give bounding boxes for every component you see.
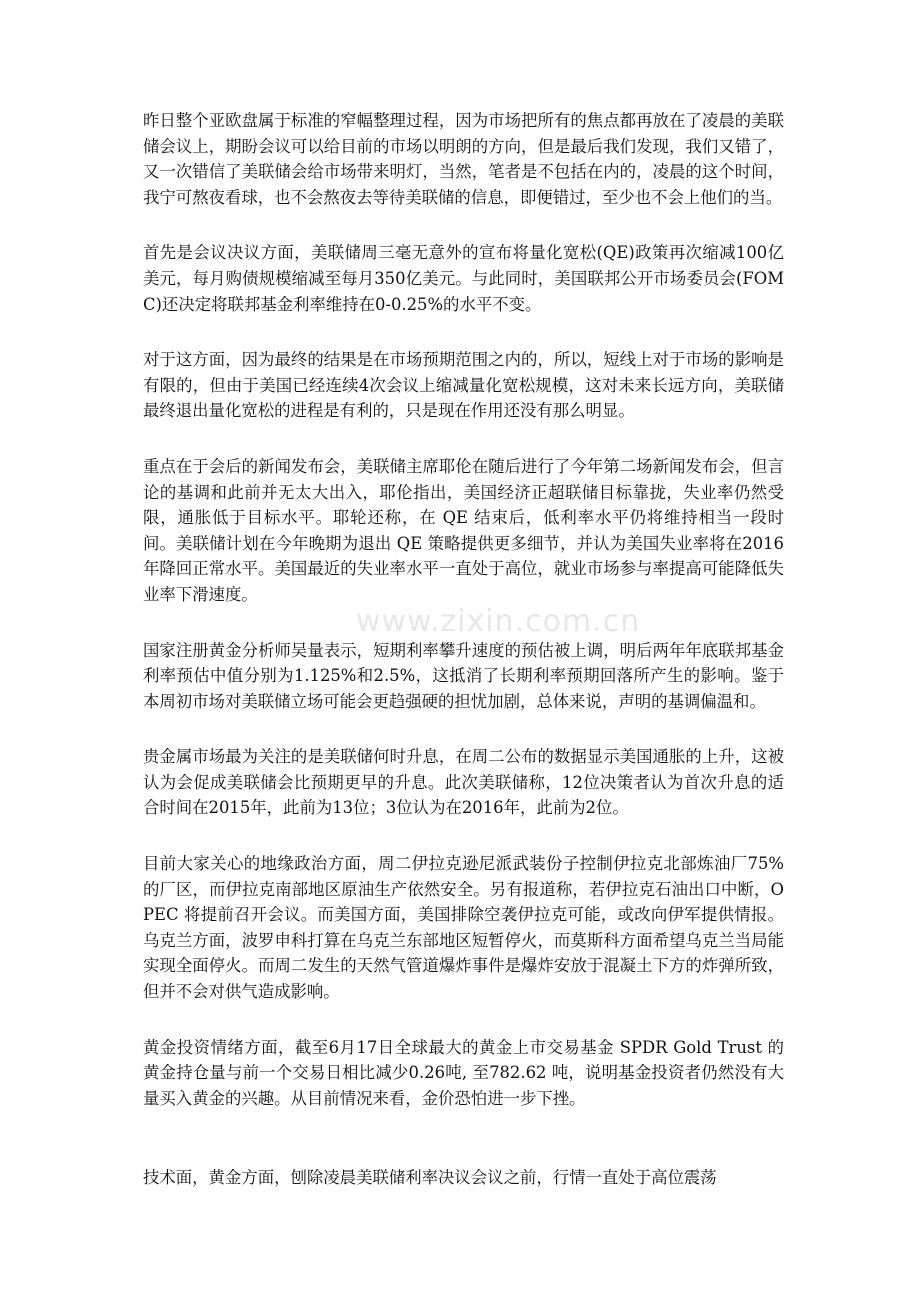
paragraph-5: 国家注册黄金分析师吴量表示，短期利率攀升速度的预估被上调，明后两年年底联邦基金利率预估中值分别为1.125%和2.5%，这抵消了长期利率预期回落所产生的影响。鉴于本周初市场对美联储立场可能会更趋强硬的担忧加剧，总体来说，声明的基调偏温和。 [143, 640, 784, 711]
watermark: www.zixin.com.cn [356, 604, 641, 639]
paragraph-1: 昨日整个亚欧盘属于标准的窄幅整理过程，因为市场把所有的焦点都再放在了凌晨的美联储会议上，期盼会议可以给目前的市场以明朗的方向，但是最后我们发现，我们又错了，又一次错信了美联储会给市场带来明灯，当然，笔者是不包括在内的，凌晨的这个时间，我宁可熬夜看球，也不会熬夜去等待美联储的信息，即便错过，至少也不会上他们的当。 [143, 111, 784, 207]
document-body [143, 108, 784, 1221]
paragraph-9: 技术面，黄金方面，刨除凌晨美联储利率决议会议之前，行情一直处于高位震荡 [143, 1168, 717, 1188]
paragraph-4: 重点在于会后的新闻发布会，美联储主席耶伦在随后进行了今年第二场新闻发布会，但言论的基调和此前并无太大出入，耶伦指出，美国经济正超联储目标靠拢，失业率仍然受限，通胀低于目标水平。耶轮还称，在 QE 结束后，低利率水平仍将维持相当一段时间。美联储计划在今年晚期为退出 QE 策略提供更多细节，并认为美国失业率将在2016年降回正常水平。美国最近的失业率水平一直处于高位，就业市场参与率提高可能降低失业率下滑速度。 [143, 456, 784, 604]
paragraph-3: 对于这方面，因为最终的结果是在市场预期范围之内的，所以，短线上对于市场的影响是有限的，但由于美国已经连续4次会议上缩减量化宽松规模，这对未来长远方向，美联储最终退出量化宽松的进程是有利的，只是现在作用还没有那么明显。 [143, 350, 784, 421]
paragraph-8: 黄金投资情绪方面，截至6月17日全球最大的黄金上市交易基金 SPDR Gold Trust 的黄金持仓量与前一个交易日相比减少0.26吨, 至782.62 吨，说明基金投资者仍然没有大量买入黄金的兴趣。从目前情况来看，金价恐怕进一步下挫。 [143, 1037, 784, 1108]
paragraph-2: 首先是会议决议方面，美联储周三毫无意外的宣布将量化宽松(QE)政策再次缩减100亿美元，每月购债规模缩减至每月350亿美元。与此同时，美国联邦公开市场委员会(FOMC)还决定将联邦基金利率维持在0-0.25%的水平不变。 [143, 243, 784, 314]
paragraph-6: 贵金属市场最为关注的是美联储何时升息，在周二公布的数据显示美国通胀的上升，这被认为会促成美联储会比预期更早的升息。此次美联储称，12位决策者认为首次升息的适合时间在2015年，此前为13位；3位认为在2016年，此前为2位。 [143, 747, 784, 818]
paragraph-7: 目前大家关心的地缘政治方面，周二伊拉克逊尼派武装份子控制伊拉克北部炼油厂75%的厂区，而伊拉克南部地区原油生产依然安全。另有报道称，若伊拉克石油出口中断，OPEC 将提前召开会议。而美国方面，美国排除空袭伊拉克可能，或改向伊军提供情报。乌克兰方面，波罗申科打算在乌克兰东部地区短暂停火，而莫斯科方面希望乌克兰当局能实现全面停火。而周二发生的天然气管道爆炸事件是爆炸安放于混凝土下方的炸弹所致，但并不会对供气造成影响。 [143, 854, 784, 1002]
